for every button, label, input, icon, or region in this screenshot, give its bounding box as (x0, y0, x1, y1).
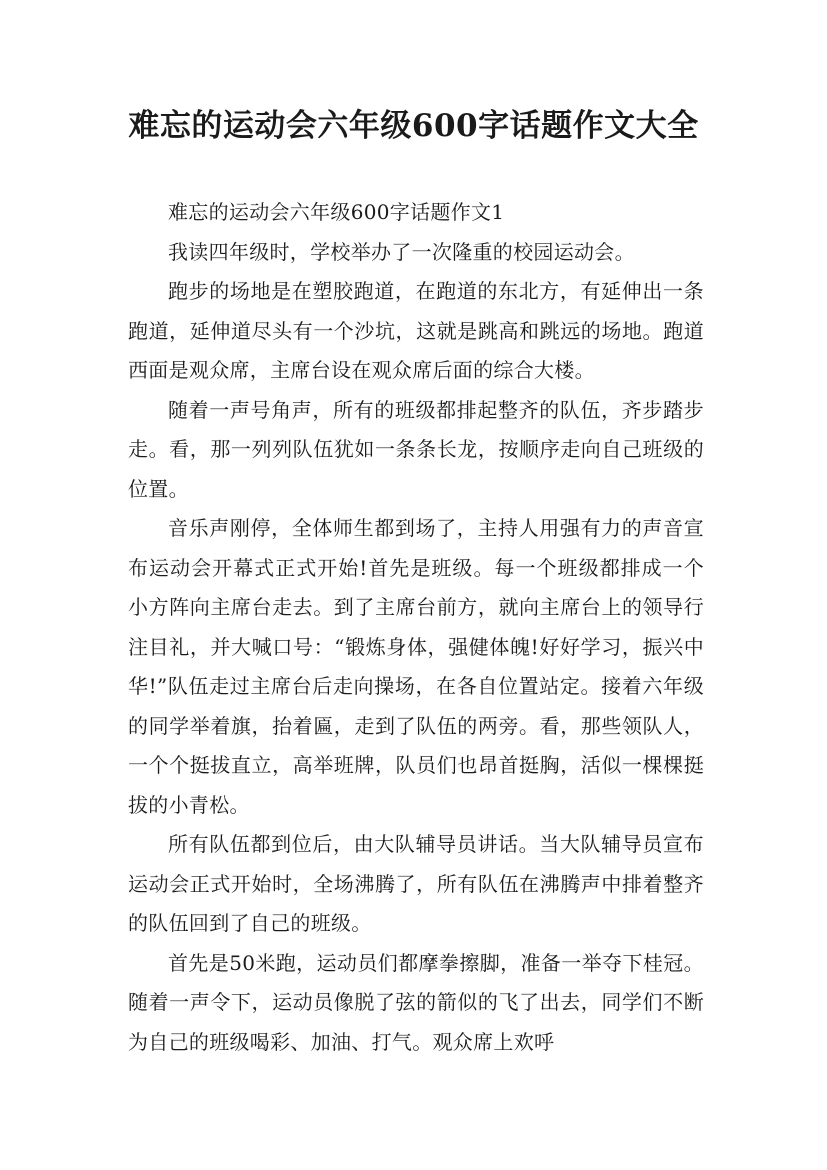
paragraph: 首先是50米跑，运动员们都摩拳擦脚，准备一举夺下桂冠。随着一声令下，运动员像脱了弦的箭似的飞了出去，同学们不断为自己的班级喝彩、加油、打气。观众席上欢呼 (128, 950, 704, 1054)
document-title: 难忘的运动会六年级600字话题作文大全 (128, 108, 699, 144)
paragraph: 我读四年级时，学校举办了一次隆重的校园运动会。 (168, 239, 635, 264)
document-body (128, 193, 704, 1062)
paragraph: 跑步的场地是在塑胶跑道，在跑道的东北方，有延伸出一条跑道，延伸道尽头有一个沙坑，这就是跳高和跳远的场地。跑道西面是观众席，主席台设在观众席后面的综合大楼。 (128, 279, 704, 382)
subtitle-paragraph: 难忘的运动会六年级600字话题作文1 (168, 200, 505, 224)
paragraph: 所有队伍都到位后，由大队辅导员讲话。当大队辅导员宣布运动会正式开始时，全场沸腾了，所有队伍在沸腾声中排着整齐的队伍回到了自己的班级。 (128, 832, 704, 935)
paragraph: 随着一声号角声，所有的班级都排起整齐的队伍，齐步踏步走。看，那一列列队伍犹如一条条长龙，按顺序走向自己班级的位置。 (128, 397, 704, 501)
paragraph: 音乐声刚停，全体师生都到场了，主持人用强有力的声音宣布运动会开幕式正式开始!首先是班级。每一个班级都排成一个小方阵向主席台走去。到了主席台前方，就向主席台上的领导行注目礼，并大喊口号：“锻炼身体，强健体魄!好好学习，振兴中华!”队伍走过主席台后走向操场，在各自位置站定。接着六年级的同学举着旗，抬着匾，走到了队伍的两旁。看，那些领队人，一个个挺拔直立，高举班牌，队员们也昂首挺胸，活似一棵棵挺拔的小青松。 (128, 516, 704, 817)
